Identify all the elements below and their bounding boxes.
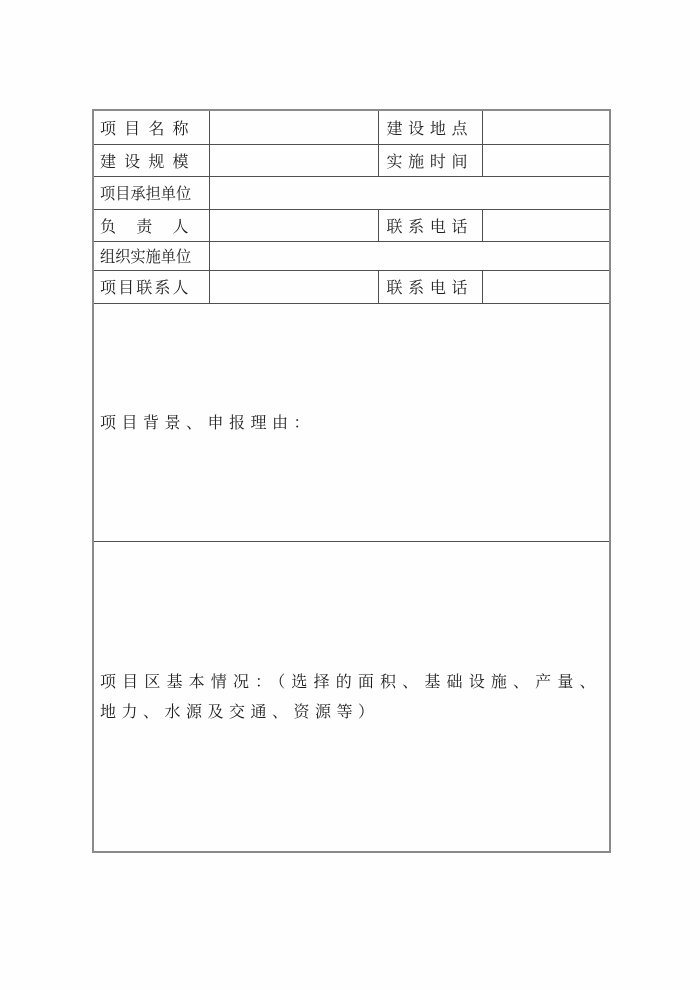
implementation-time-field	[482, 144, 610, 176]
contact-phone-field	[482, 209, 610, 241]
table-row	[93, 541, 610, 852]
project-contact-label: 项目联系人	[93, 270, 209, 303]
project-name-label: 项目名称	[93, 110, 209, 144]
contact-phone-label: 联系电话	[378, 209, 482, 241]
table-row	[93, 144, 610, 176]
person-in-charge-field	[209, 209, 378, 241]
undertaking-unit-field	[209, 176, 610, 209]
implementation-time-label: 实施时间	[378, 144, 482, 176]
table-row	[93, 209, 610, 241]
table-row	[93, 303, 610, 541]
project-area-basic-info-section: 项目区基本情况：（选择的面积、基础设施、产量、地力、水源及交通、资源等）	[93, 541, 610, 852]
construction-scale-label: 建设规模	[93, 144, 209, 176]
project-contact-field	[209, 270, 378, 303]
organizing-unit-field	[209, 241, 610, 270]
construction-site-field	[482, 110, 610, 144]
table-row	[93, 110, 610, 144]
table-row	[93, 270, 610, 303]
contact-phone-2-field	[482, 270, 610, 303]
project-background-section: 项目背景、申报理由：	[93, 303, 610, 541]
undertaking-unit-label-text: 项目承担单位	[100, 186, 192, 203]
person-in-charge-label: 负责人	[93, 209, 209, 241]
undertaking-unit-label	[93, 176, 209, 209]
construction-scale-field	[209, 144, 378, 176]
organizing-unit-label	[93, 241, 209, 270]
project-application-form-table	[92, 109, 611, 853]
organizing-unit-label-text: 组织实施单位	[100, 249, 192, 266]
contact-phone-2-label: 联系电话	[378, 270, 482, 303]
table-row	[93, 176, 610, 209]
table-row	[93, 241, 610, 270]
project-name-field	[209, 110, 378, 144]
construction-site-label: 建设地点	[378, 110, 482, 144]
